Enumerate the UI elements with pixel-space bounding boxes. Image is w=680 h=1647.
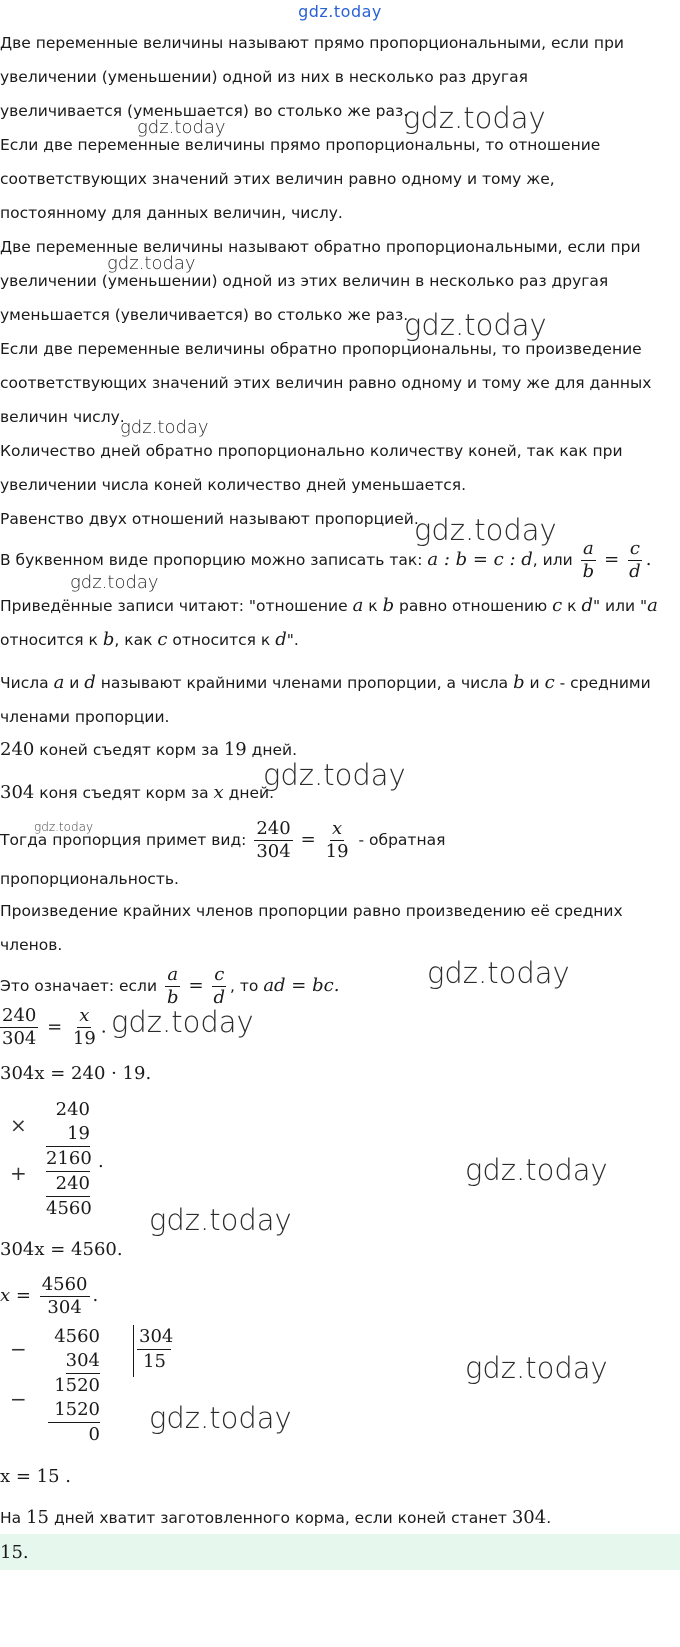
fraction-c-d: $\frac{c}{d}$ xyxy=(629,538,641,582)
text-line: соответствующих значений этих величин равно одному и тому же для данных xyxy=(0,374,652,392)
text-line: соответствующих значений этих величин равно одному и тому же, xyxy=(0,170,555,188)
fraction-x-19: $\frac{x}{19}$ xyxy=(72,1005,96,1049)
text-line: Если две переменные величины прямо пропорциональны, то отношение xyxy=(0,136,601,154)
equation: x = $\frac{4560}{304}$ . xyxy=(0,1273,99,1318)
text-line: Приведённые записи читают: "отношение a к b равно отношению c к d" или "a xyxy=(0,595,658,616)
text-line: членов. xyxy=(0,936,63,954)
watermark: gdz.today xyxy=(70,572,159,593)
text-line: Две переменные величины называют прямо пропорциональными, если при xyxy=(0,34,624,52)
times-sign: × xyxy=(10,1113,27,1137)
text-line: постоянному для данных величин, числу. xyxy=(0,204,343,222)
text-line: Это означает: если $\frac{a}{b}$ = $\frac{c}{d}$ , то ad = bc. xyxy=(0,964,340,1008)
watermark: gdz.today xyxy=(465,1153,608,1187)
text-line: Произведение крайних членов пропорции равно произведению её средних xyxy=(0,902,623,920)
text-line: Две переменные величины называют обратно пропорциональными, если при xyxy=(0,238,641,256)
top-watermark: gdz.today xyxy=(298,2,382,21)
watermark: gdz.today xyxy=(111,1005,254,1039)
text-line: Количество дней обратно пропорционально количеству коней, так как при xyxy=(0,442,623,460)
text-line: величин числу. xyxy=(0,408,125,426)
equation: 304x = 240 · 19. xyxy=(0,1063,152,1084)
text-line: членами пропорции. xyxy=(0,708,170,726)
fraction-c-d: $\frac{c}{d}$ xyxy=(213,964,225,1008)
text-line: увеличении числа коней количество дней уменьшается. xyxy=(0,476,467,494)
text-line: увеличении (уменьшении) одной из этих величин в несколько раз другая xyxy=(0,272,609,290)
answer-bar xyxy=(0,1534,680,1570)
answer: 15. xyxy=(0,1542,29,1563)
watermark: gdz.today xyxy=(465,1351,608,1385)
fraction-x-19: $\frac{x}{19}$ xyxy=(325,818,349,862)
minus-sign: − xyxy=(10,1387,27,1411)
watermark: gdz.today xyxy=(403,101,546,135)
watermark: gdz.today xyxy=(427,956,570,990)
watermark: gdz.today xyxy=(149,1401,292,1435)
division-column: 4560 304 1520 1520 0 xyxy=(48,1325,100,1447)
plus-sign: + xyxy=(10,1161,27,1185)
equation: 304x = 4560. xyxy=(0,1239,123,1260)
watermark: gdz.today xyxy=(404,308,547,342)
text-line: Числа a и d называют крайними членами пропорции, а числа b и c - средними xyxy=(0,672,651,693)
proportion-definition: В буквенном виде пропорцию можно записать так: a : b = c : d, или $\frac{a}{b}$ = $\frac{c}{d}$ . xyxy=(0,538,652,582)
text-line: пропорциональность. xyxy=(0,870,179,888)
watermark: gdz.today xyxy=(107,253,196,274)
watermark: gdz.today xyxy=(263,758,406,792)
watermark: gdz.today xyxy=(149,1203,292,1237)
fraction-240-304: $\frac{240}{304}$ xyxy=(256,818,291,862)
watermark: gdz.today xyxy=(34,820,94,834)
equation: x = 15 . xyxy=(0,1466,72,1487)
minus-sign: − xyxy=(10,1337,27,1361)
fraction-240-304: $\frac{240}{304}$ xyxy=(2,1005,37,1049)
text-line: 304 коня съедят корм за x дней. xyxy=(0,782,275,803)
fraction-a-b: $\frac{a}{b}$ xyxy=(582,538,595,582)
text-line: увеличивается (уменьшается) во столько же раз. xyxy=(0,102,409,120)
fraction-4560-304: $\frac{4560}{304}$ xyxy=(41,1273,88,1318)
watermark: gdz.today xyxy=(120,417,209,438)
text-line: относится к b, как c относится к d". xyxy=(0,629,299,650)
text-line: увеличении (уменьшении) одной из них в несколько раз другая xyxy=(0,68,528,86)
watermark: gdz.today xyxy=(414,513,557,547)
text-line: Если две переменные величины обратно пропорциональны, то произведение xyxy=(0,340,642,358)
text-line: 240 коней съедят корм за 19 дней. xyxy=(0,739,298,760)
text-line: уменьшается (увеличивается) во столько же раз. xyxy=(0,306,409,324)
text-line: Равенство двух отношений называют пропорцией. xyxy=(0,510,419,528)
watermark: gdz.today xyxy=(137,117,226,138)
fraction-a-b: $\frac{a}{b}$ xyxy=(166,964,179,1008)
equation: $\frac{240}{304}$ = $\frac{x}{19}$ . xyxy=(2,1005,107,1049)
proportion-example: Тогда пропорция примет вид: $\frac{240}{304}$ = $\frac{x}{19}$ - обратная xyxy=(0,818,446,862)
divisor-quotient: 304 15 xyxy=(139,1326,174,1372)
conclusion: На 15 дней хватит заготовленного корма, если коней станет 304. xyxy=(0,1507,552,1528)
division-bar xyxy=(133,1325,134,1377)
dot: . xyxy=(98,1151,104,1172)
multiplication-column: 240 19 2160 240 4560 xyxy=(46,1099,92,1219)
